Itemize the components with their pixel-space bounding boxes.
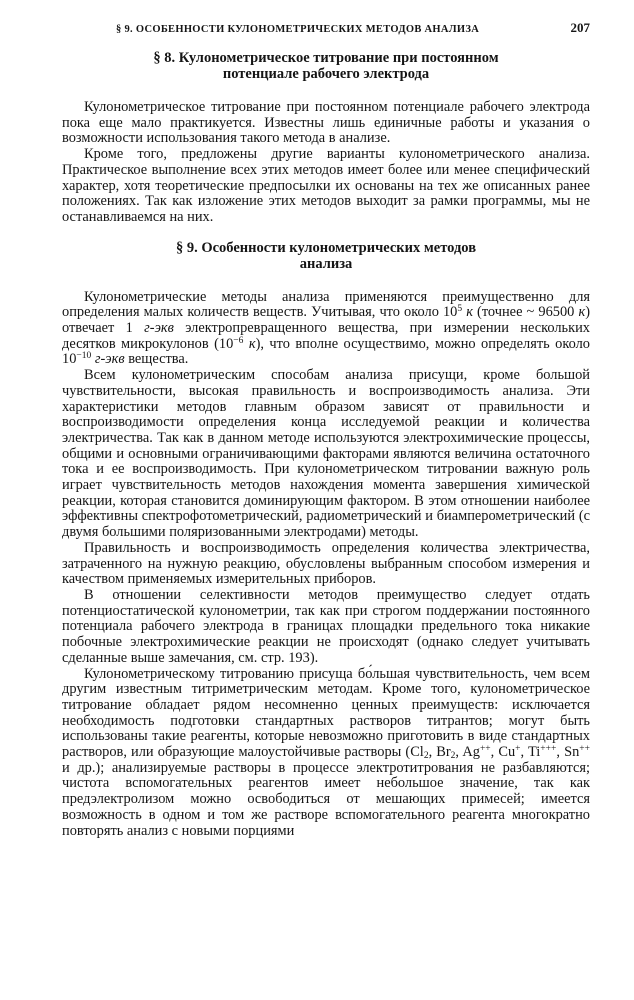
section-8-heading bbox=[62, 50, 590, 82]
page-number: 207 bbox=[570, 20, 590, 35]
section-9-paragraph-5: Кулонометрическому титрованию присуща бо́льшая чувствительность, чем всем другим известным титриметрическим методам. Кроме того, кулонометрическое титрование обладает рядом несомненно ценных преимуществ: исключается необходимость подготовки стандартных растворов титрантов; могут быть использованы такие реагенты, которые невозможно приготовить в виде стандартных растворов, или образующие малоустойчивые растворы ($Cl_2$, $Br_2$, Ag++, Cu+, Ti+++, Sn++ и др.); анализируемые растворы в процессе электротитрования не разбавляются; чистота вспомогательных реагентов имеет небольшое значение, так как предэлектролизом можно освободиться от мешающих примесей; имеется возможность в одном и том же растворе вспомогательного реагента многократно повторять анализ с новыми порциями bbox=[62, 665, 590, 839]
section-8-paragraph-1: Кулонометрическое титрование при постоянном потенциале рабочего электрода пока еще мало практикуется. Известны лишь единичные работы и указания о возможности использования такого метода в анализе. bbox=[62, 99, 590, 147]
section-8-title-line1: § 8. Кулонометрическое титрование при постоянном bbox=[153, 50, 499, 66]
section-9-title-line1: § 9. Особенности кулонометрических методов bbox=[175, 239, 477, 256]
section-8-paragraph-2: Кроме того, предложены другие варианты кулонометрического анализа. Практическое выполнение всех этих методов имеет более или менее специфический характер, хотя теоретические предпосылки их основаны на тех же описанных ранее положениях. Так как изложение этих методов выходит за рамки программы, мы не останавливаемся на них. bbox=[62, 146, 590, 225]
section-9-paragraph-1: Кулонометрические методы анализа применяются преимущественно для определения малых количеств веществ. Учитывая, что около $10^5$ к (точнее ~ 96500 к) отвечает 1 г-экв электропревращенного вещества, при измерении нескольких десятков микрокулонов ($10^{-6}$ к), что вполне осуществимо, можно определять около $10^{-10}$ г-экв вещества. bbox=[62, 288, 590, 368]
section-9-heading bbox=[62, 240, 590, 272]
running-header bbox=[62, 20, 590, 36]
section-8-title-line2: потенциале рабочего электрода bbox=[222, 66, 430, 82]
section-9-paragraph-4: В отношении селективности методов преимущество следует отдать потенциостатической кулонометрии, так как при строгом поддержании постоянного потенциала рабочего электрода в границах площадки предельного тока никакие побочные электрохимические реакции не происходят (однако следует учитывать сделанные выше замечания, см. стр. 193). bbox=[62, 586, 590, 666]
section-9-title-line2: анализа bbox=[299, 255, 353, 272]
section-9-paragraph-3: Правильность и воспроизводимость определения количества электричества, затраченного на нужную реакцию, обусловлены выбранным способом измерения и качеством применяемых измерительных приборов. bbox=[62, 539, 590, 588]
running-title: § 9. ОСОБЕННОСТИ КУЛОНОМЕТРИЧЕСКИХ МЕТОДОВ АНАЛИЗА bbox=[116, 24, 480, 35]
section-9-paragraph-2: Всем кулонометрическим способам анализа присущи, кроме большой чувствительности, высокая правильность и воспроизводимость анализа. Эти характеристики методов главным образом зависят от правильности и воспроизводимости определения конца исследуемой реакции и количества электричества. Так как в данном методе используются электрохимические процессы, общими и основными ограничивающими факторами являются величина остаточного тока и ее воспроизводимость. При кулонометрическом титровании важную роль играет чувствительность методов нахождения момента завершения химической реакции, которая становится доминирующим фактором. В этом отношении наиболее эффективны спектрофотометрический, радиометрический и биамперометрический (с двумя большими поляризованными электродами) методы. bbox=[62, 367, 590, 541]
